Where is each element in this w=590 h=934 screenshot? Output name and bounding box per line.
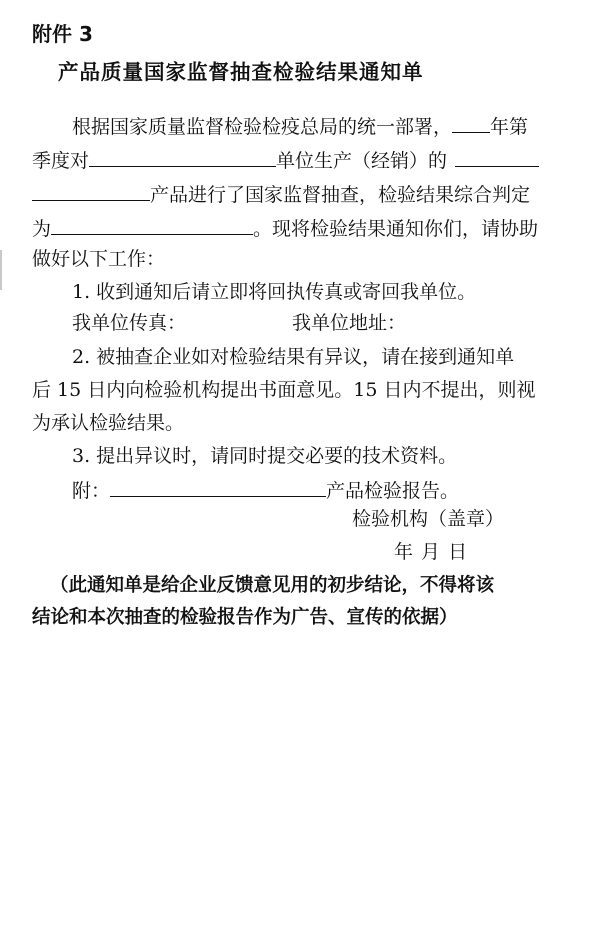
document-title: 产品质量国家监督抽查检验结果通知单 [58,60,424,84]
product-blank-1[interactable] [455,147,539,167]
unit-blank[interactable] [89,147,276,167]
result-blank[interactable] [51,215,253,235]
item-1: 1. 收到通知后请立即将回执传真或寄回我单位。 [72,281,477,303]
item-2-line3: 为承认检验结果。 [32,412,185,434]
product-blank-2[interactable] [32,181,150,201]
inspection-seal-label: 检验机构（盖章） [352,508,505,530]
notice-line1: （此通知单是给企业反馈意见用的初步结论，不得将该 [50,575,495,596]
item-3: 3. 提出异议时，请同时提交必要的技术资料。 [72,445,458,467]
attachment-line: 附： 产品检验报告。 [72,477,459,503]
address-label: 我单位地址： [292,312,407,334]
item-2-line2: 后 15 日内向检验机构提出书面意见。15 日内不提出，则视 [32,379,536,401]
paragraph-intro-line2: 季度对 单位生产（经销）的 [32,147,539,173]
paragraph-intro-line3: 产品进行了国家监督抽查，检验结果综合判定 [32,181,530,207]
attachment-product-blank[interactable] [110,477,326,497]
attachment-label: 附件 3 [32,22,93,46]
paragraph-intro-line5: 做好以下工作： [32,248,166,270]
fax-label: 我单位传真： [72,312,187,334]
inspection-date: 年 月 日 [394,541,468,563]
notice-line2: 结论和本次抽查的检验报告作为广告、宣传的依据） [32,607,458,628]
paragraph-intro-line4: 为 。现将检验结果通知你们，请协助 [32,215,538,241]
year-blank[interactable] [452,113,490,133]
scan-edge-mark [0,250,2,290]
item-2-line1: 2. 被抽查企业如对检验结果有异议，请在接到通知单 [72,346,515,368]
paragraph-intro-line1: 根据国家质量监督检验检疫总局的统一部署， 年第 [72,113,528,139]
